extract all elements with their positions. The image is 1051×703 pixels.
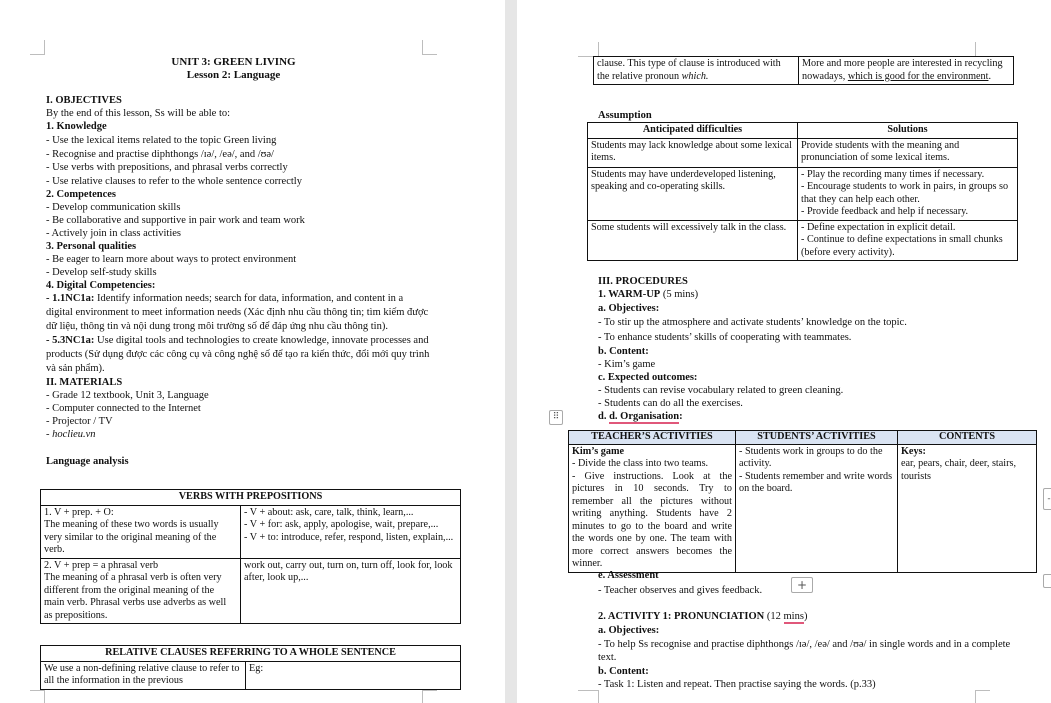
- column-header: Anticipated difficulties: [588, 123, 798, 139]
- competence-item: - Actively join in class activities: [46, 228, 182, 239]
- digital-heading: 4. Digital Competencies:: [46, 280, 156, 291]
- example-underlined: which is good for the environment: [847, 70, 989, 82]
- objectives-label: a. Objectives:: [598, 625, 660, 636]
- margin-corner-bottom-right: [975, 690, 990, 703]
- activity1-time-close: ): [803, 611, 808, 622]
- activity1-content: - Task 1: Listen and repeat. Then practise saying the words. (p.33): [598, 679, 876, 690]
- verbs-table-header: VERBS WITH PREPOSITIONS: [41, 490, 461, 506]
- warmup-heading: [598, 288, 1018, 301]
- table-cell: Students may have underdeveloped listening, speaking and co-operating skills.: [588, 167, 798, 220]
- activity1-time-unit: mins: [783, 611, 804, 622]
- cell-text: clause. This type of clause is introduced with the relative pronoun: [597, 58, 781, 82]
- table-row: [41, 505, 461, 558]
- table-cell: [241, 558, 461, 624]
- table-move-handle-icon[interactable]: ⠿: [549, 410, 563, 425]
- materials-heading: II. MATERIALS: [46, 377, 123, 388]
- objective-item: - To stir up the atmosphere and activate students’ knowledge on the topic.: [598, 317, 907, 328]
- language-analysis-heading: Language analysis: [46, 456, 129, 467]
- quality-item: - Develop self-study skills: [46, 267, 157, 278]
- margin-corner-bottom-right: [422, 690, 437, 703]
- cell-text: More and more people are interested in recycling nowadays,: [802, 58, 1003, 82]
- digital-item: [46, 334, 431, 376]
- competence-item: - Develop communication skills: [46, 202, 181, 213]
- content-label: b. Content:: [598, 666, 649, 677]
- cell-title: Keys:: [901, 445, 926, 457]
- knowledge-item: - Use the lexical items related to the topic Green living: [46, 135, 277, 146]
- organisation-label: d. d. Organisation:: [598, 411, 683, 422]
- column-header: Solutions: [798, 123, 1018, 139]
- organisation-colon: :: [679, 411, 683, 422]
- digital-text: Identify information needs; search for data, information, and content in a digital environment to meet information needs (Xác định nhu cầu thông tin; tìm kiếm được dữ liệu, thông tin và nội dung trong môi trường số để đáp ứng nhu cầu thông tin).: [46, 293, 429, 332]
- cell-text: The meaning of these two words is usually very similar to the original meaning of the verb.: [44, 519, 219, 555]
- knowledge-heading: 1. Knowledge: [46, 121, 107, 132]
- cell-text: - Play the recording many times if necessary.: [801, 168, 985, 180]
- unit-title: UNIT 3: GREEN LIVING: [171, 56, 296, 68]
- table-cell: [241, 505, 461, 558]
- objectives-intro: By the end of this lesson, Ss will be able to:: [46, 108, 231, 119]
- cell-text: work out, carry out, turn on, turn off, look for, look after, look up,...: [244, 559, 453, 583]
- table-cell: We use a non-defining relative clause to refer to all the information in the previous: [41, 661, 246, 689]
- activity1-title: 2. ACTIVITY 1: PRONUNCIATION: [598, 611, 765, 622]
- cell-text: - Define expectation in explicit detail.: [801, 221, 956, 233]
- verbs-with-prepositions-table: [40, 489, 461, 624]
- cell-text: - V + for: ask, apply, apologise, wait, prepare,...: [244, 519, 439, 530]
- table-cell: Provide students with the meaning and pronunciation of some lexical items.: [798, 138, 1018, 167]
- digital-code: - 1.1NC1a:: [46, 293, 95, 304]
- outcome-item: - Students can revise vocabulary related to green cleaning.: [598, 385, 844, 396]
- qualities-heading: 3. Personal qualities: [46, 241, 137, 252]
- cell-text: The meaning of a phrasal verb is often very different from the original meaning of the main verb. Phrasal verbs use adverbs as well as prepositions.: [44, 572, 227, 621]
- column-header-students: STUDENTS’ ACTIVITIES: [736, 431, 898, 445]
- activity1-objective: - To help Ss recognise and practise diphthongs /ɪə/, /eə/ and /ʊə/ in single words and in a complete text.: [598, 639, 1011, 663]
- cell-text: - Encourage students to work in pairs, in groups so that they can help each other.: [801, 181, 1009, 205]
- margin-corner-top-left: [30, 40, 45, 55]
- objective-item: - To enhance students’ skills of cooperating with teammates.: [598, 332, 852, 343]
- teacher-activities-cell: [569, 444, 736, 572]
- quality-item: - Be eager to learn more about ways to protect environment: [46, 254, 297, 265]
- table-cell: [799, 57, 1014, 85]
- digital-item: [46, 292, 431, 334]
- table-corner-handle[interactable]: [1043, 574, 1051, 588]
- cell-title: 2. V + prep = a phrasal verb: [44, 559, 159, 571]
- assessment-label: e. Assessment: [598, 570, 659, 581]
- table-cell: [41, 558, 241, 624]
- cell-text: - Give instructions. Look at the pictures in 10 seconds. Try to remember all the pictures without writing anything. Students have 2 minutes to go to the board and write the words one by one. The team with more correct answers becomes the winner.: [572, 470, 732, 569]
- material-item: - Computer connected to the Internet: [46, 403, 201, 414]
- table-row: [588, 138, 1018, 167]
- objectives-section: [46, 94, 431, 468]
- table-row: [41, 558, 461, 624]
- warmup-time: (5 mins): [660, 289, 699, 300]
- table-row: [588, 220, 1018, 261]
- table-row: [594, 57, 1014, 85]
- table-cell: [798, 220, 1018, 261]
- margin-corner-bottom-left: [30, 690, 45, 703]
- objectives-label: a. Objectives:: [598, 303, 660, 314]
- column-header-teacher: TEACHER’S ACTIVITIES: [569, 431, 736, 445]
- assessment-text: - Teacher observes and gives feedback.: [598, 585, 763, 596]
- activity1-heading: [598, 610, 1018, 623]
- cell-text: - Divide the class into two teams.: [572, 458, 709, 469]
- assumption-heading: Assumption: [598, 110, 652, 121]
- knowledge-item: - Use verbs with prepositions, and phrasal verbs correctly: [46, 162, 288, 173]
- procedures-section: [598, 275, 1018, 423]
- cell-text: - V + about: ask, care, talk, think, learn,...: [244, 506, 414, 518]
- table-row: [588, 167, 1018, 220]
- cell-text: - Students remember and write words on the board.: [739, 470, 893, 494]
- activity1-time: (12: [764, 611, 784, 622]
- column-header-contents: CONTENTS: [898, 431, 1037, 445]
- cell-title: Kim’s game: [572, 445, 624, 457]
- organisation-text: d. Organisation: [609, 411, 680, 422]
- content-label: b. Content:: [598, 346, 649, 357]
- document-page-2: [517, 0, 1051, 703]
- activities-table: [568, 430, 1037, 573]
- outcome-item: - Students can do all the exercises.: [598, 398, 743, 409]
- cell-title: 1. V + prep. + O:: [44, 506, 114, 518]
- table-cell: [41, 505, 241, 558]
- document-page-1: [0, 0, 505, 703]
- table-row: [569, 444, 1037, 572]
- warmup-title: 1. WARM-UP: [598, 289, 661, 300]
- cell-text: .: [988, 70, 992, 82]
- table-cell: [594, 57, 799, 85]
- material-item: - hoclieu.vn: [46, 429, 96, 440]
- table-row: [41, 661, 461, 689]
- margin-corner-top-right: [975, 42, 990, 57]
- relative-clauses-table-continued: [593, 56, 1014, 85]
- contents-cell: [898, 444, 1037, 572]
- assumption-table: [587, 122, 1018, 261]
- objectives-heading: I. OBJECTIVES: [46, 95, 122, 106]
- lesson-subtitle: Lesson 2: Language: [186, 69, 281, 81]
- students-activities-cell: [736, 444, 898, 572]
- add-row-button[interactable]: +: [791, 577, 813, 593]
- cell-text: - Provide feedback and help if necessary.: [801, 206, 969, 217]
- margin-corner-top-right: [422, 40, 437, 55]
- cell-text: - Continue to define expectations in small chunks (before every activity).: [801, 234, 1003, 258]
- knowledge-item: - Use relative clauses to refer to the whole sentence correctly: [46, 176, 302, 187]
- cell-text: - Students work in groups to do the activity.: [739, 445, 883, 469]
- table-cell: Eg:: [246, 661, 461, 689]
- table-resize-handle[interactable]: -: [1043, 488, 1051, 510]
- cell-text-italic: which.: [681, 70, 709, 82]
- material-item: - Grade 12 textbook, Unit 3, Language: [46, 390, 209, 401]
- digital-text: Use digital tools and technologies to create knowledge, innovate processes and products (Sử dụng được các công cụ và công nghệ số để tạo ra kiến thức, đổi mới quy trình và sản phẩm).: [46, 335, 430, 374]
- table-cell: [798, 167, 1018, 220]
- cell-text: ear, pears, chair, deer, stairs, tourists: [901, 458, 1017, 482]
- cell-text: - V + to: introduce, refer, respond, listen, explain,...: [244, 531, 454, 543]
- relative-clauses-table: [40, 645, 461, 690]
- digital-code: - 5.3NC1a:: [46, 335, 95, 346]
- competences-heading: 2. Competences: [46, 189, 116, 200]
- margin-corner-top-left: [578, 42, 599, 57]
- outcomes-label: c. Expected outcomes:: [598, 372, 698, 383]
- knowledge-item: - Recognise and practise diphthongs /ɪə/, /eə/, and /ʊə/: [46, 149, 274, 160]
- margin-corner-bottom-left: [578, 690, 599, 703]
- material-item: - Projector / TV: [46, 416, 113, 427]
- content-item: - Kim’s game: [598, 359, 656, 370]
- relative-table-header: RELATIVE CLAUSES REFERRING TO A WHOLE SENTENCE: [41, 646, 461, 662]
- table-cell: Some students will excessively talk in the class.: [588, 220, 798, 261]
- table-cell: Students may lack knowledge about some lexical items.: [588, 138, 798, 167]
- competence-item: - Be collaborative and supportive in pair work and team work: [46, 215, 305, 226]
- procedures-heading: III. PROCEDURES: [598, 276, 688, 287]
